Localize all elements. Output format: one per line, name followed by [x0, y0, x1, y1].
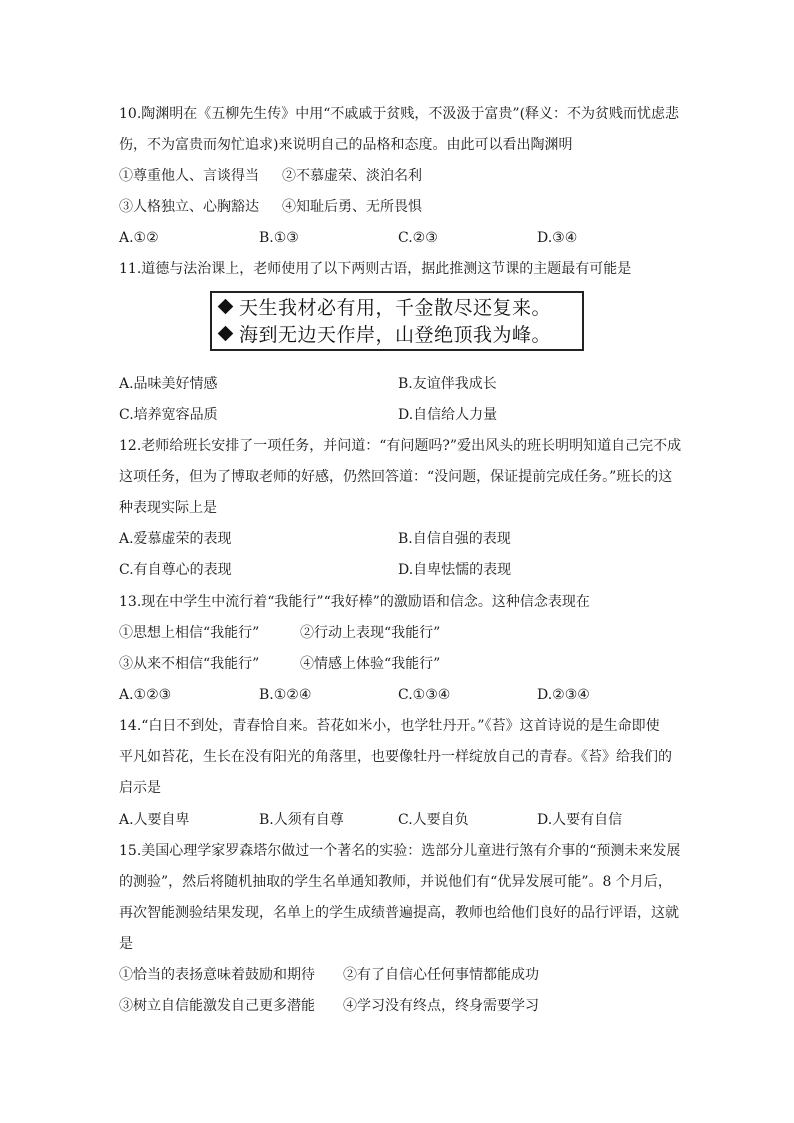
q10-item-4: ④知耻后勇、无所畏惧	[282, 199, 422, 215]
q15-stem-line1: 15.美国心理学家罗森塔尔做过一个著名的实验：选部分儿童进行煞有介事的“预测未来发展	[119, 843, 681, 859]
q13-item-3: ③从来不相信“我能行”	[119, 656, 260, 672]
quote-box	[210, 291, 584, 351]
q14-option-d: D.人要有自信	[537, 812, 623, 828]
q12-stem-line3: 种表现实际上是	[119, 500, 217, 516]
q11-stem: 11.道德与法治课上，老师使用了以下两则古语，据此推测这节课的主题最有可能是	[119, 261, 632, 277]
q15-stem-line2: 的测验”，然后将随机抽取的学生名单通知教师，并说他们有“优异发展可能”。8 个月后，	[119, 874, 672, 890]
q13-option-a: A.①②③	[119, 687, 172, 703]
diamond-bullet-icon	[218, 326, 234, 342]
q14-stem-line2: 平凡如苔花，生长在没有阳光的角落里，也要像牡丹一样绽放自己的青春。《苔》给我们的	[119, 749, 672, 765]
q12-option-b: B.自信自强的表现	[398, 531, 511, 547]
q15-item-2: ②有了自信心任何事情都能成功	[343, 967, 539, 983]
q10-item-3: ③人格独立、心胸豁达	[119, 199, 259, 215]
q10-stem-line1: 10.陶渊明在《五柳先生传》中用“不戚戚于贫贱，不汲汲于富贵”(释义：不为贫贱而忧虑悲	[119, 106, 680, 122]
quote-text-1: 天生我材必有用，千金散尽还复来。	[239, 297, 552, 319]
q15-item-3: ③树立自信能激发自己更多潜能	[119, 998, 315, 1014]
q15-stem-line4: 是	[119, 936, 133, 952]
q13-stem: 13.现在中学生中流行着“我能行”“我好棒”的激励语和信念。这种信念表现在	[119, 594, 590, 610]
diamond-bullet-icon	[218, 299, 234, 315]
quote-line-1	[216, 295, 551, 321]
q15-item-4: ④学习没有终点，终身需要学习	[343, 998, 539, 1014]
q13-item-1: ①思想上相信“我能行”	[119, 625, 260, 641]
quote-line-2	[216, 322, 551, 348]
q11-option-b: B.友谊伴我成长	[398, 376, 497, 392]
q14-option-c: C.人要自负	[398, 812, 469, 828]
q10-option-d: D.③④	[537, 230, 578, 246]
q12-option-c: C.有自尊心的表现	[119, 562, 232, 578]
q14-stem-line3: 启示是	[119, 780, 161, 796]
q12-stem-line2: 这项任务，但为了博取老师的好感，仍然回答道：“没问题，保证提前完成任务。”班长的这	[119, 469, 673, 485]
q11-option-c: C.培养宽容品质	[119, 407, 218, 423]
q13-option-d: D.②③④	[537, 687, 590, 703]
q10-stem-line2: 伤，不为富贵而匆忙追求)来说明自己的品格和态度。由此可以看出陶渊明	[119, 137, 573, 153]
q13-option-b: B.①②④	[259, 687, 312, 703]
q15-stem-line3: 再次智能测验结果发现，名单上的学生成绩普遍提高，教师也给他们良好的品行评语，这就	[119, 905, 679, 921]
q12-option-a: A.爱慕虚荣的表现	[119, 531, 232, 547]
q14-option-b: B.人须有自尊	[259, 812, 344, 828]
q10-option-a: A.①②	[119, 230, 159, 246]
q13-item-2: ②行动上表现“我能行”	[300, 625, 441, 641]
q13-option-c: C.①③④	[398, 687, 451, 703]
q12-stem-line1: 12.老师给班长安排了一项任务，并问道：“有问题吗?”爱出风头的班长明明知道自己完不成	[119, 438, 682, 454]
q15-item-1: ①恰当的表扬意味着鼓励和期待	[119, 967, 315, 983]
q10-item-1: ①尊重他人、言谈得当	[119, 168, 259, 184]
q11-option-a: A.品味美好情感	[119, 376, 218, 392]
q11-option-d: D.自信给人力量	[398, 407, 498, 423]
q14-option-a: A.人要自卑	[119, 812, 190, 828]
quote-text-2: 海到无边天作岸，山登绝顶我为峰。	[239, 324, 552, 346]
q10-item-2: ②不慕虚荣、淡泊名利	[282, 168, 422, 184]
q10-option-b: B.①③	[259, 230, 299, 246]
q14-stem-line1: 14.“白日不到处，青春恰自来。苔花如米小，也学牡丹开。”《苔》这首诗说的是生命即使	[119, 718, 660, 734]
q10-option-c: C.②③	[398, 230, 438, 246]
q13-item-4: ④情感上体验“我能行”	[300, 656, 441, 672]
q12-option-d: D.自卑怯懦的表现	[398, 562, 512, 578]
